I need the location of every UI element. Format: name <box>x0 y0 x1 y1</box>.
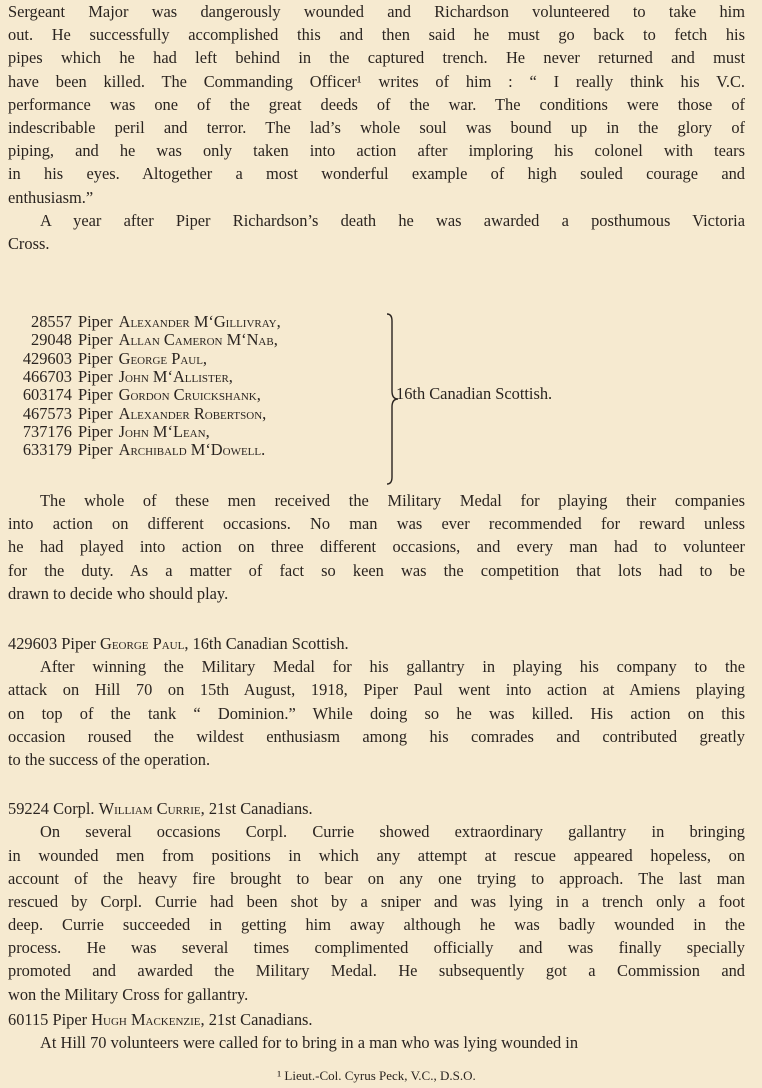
service-number: 429603 <box>22 348 72 368</box>
service-number: 633179 <box>22 440 72 460</box>
medal-recipients-list <box>8 313 745 483</box>
entry-name: George Paul <box>99 634 185 653</box>
text-line: indescribable peril and terror. The lad’s whole soul was bound up in the glory of <box>8 117 745 137</box>
text-line: process. He was several times complimented officially and was finally specially <box>8 938 745 958</box>
paragraph-currie <box>8 820 745 1006</box>
entry-heading-paul <box>8 632 745 655</box>
text-line: A year after Piper Richardson’s death he was awarded a posthumous Victoria <box>40 210 745 230</box>
text-line: Cross. <box>8 233 50 253</box>
list-item <box>8 405 745 423</box>
text-line: After winning the Military Medal for his gallantry in playing his company to the <box>40 657 745 677</box>
unit-label: 16th Canadian Scottish. <box>396 384 553 404</box>
text-line: in his eyes. Altogether a most wonderful example of high souled courage and <box>8 164 745 184</box>
recipient-name: John M‘Allister, <box>118 366 233 386</box>
text-line: enthusiasm.” <box>8 187 94 207</box>
list-item <box>8 423 745 441</box>
rank: Piper <box>78 312 113 332</box>
text-line: account of the heavy fire brought to bear on any one trying to approach. The last man <box>8 868 745 888</box>
text-line: On several occasions Corpl. Currie showed extraordinary gallantry in bringing <box>40 822 745 842</box>
paragraph-mackenzie <box>8 1031 745 1054</box>
text-line: rescued by Corpl. Currie had been shot by a sniper and was lying in a trench only a foot <box>8 891 745 911</box>
text-line: promoted and awarded the Military Medal. He subsequently got a Commission and <box>8 961 745 981</box>
text-line: to the success of the operation. <box>8 749 211 769</box>
list-item <box>8 368 745 386</box>
rank: Piper <box>78 440 113 460</box>
text-line: won the Military Cross for gallantry. <box>8 984 249 1004</box>
footnote: ¹ Lieut.-Col. Cyrus Peck, V.C., D.S.O. <box>277 1068 476 1084</box>
paragraph-military-medal <box>8 489 745 605</box>
list-item <box>8 441 745 459</box>
text-line: on top of the tank “ Dominion.” While doing so he was killed. His action on this <box>8 703 745 723</box>
entry-prefix: 60115 Piper <box>8 1009 88 1029</box>
rank: Piper <box>78 348 113 368</box>
recipient-name: George Paul, <box>118 348 208 368</box>
service-number: 603174 <box>22 385 72 405</box>
text-line: occasion roused the wildest enthusiasm among his comrades and contributed greatly <box>8 726 745 746</box>
text-line: into action on different occasions. No man was ever recommended for reward unless <box>8 514 745 534</box>
entry-suffix: , 16th Canadian Scottish. <box>184 634 349 653</box>
rank: Piper <box>78 385 113 405</box>
recipient-name: Archibald M‘Dowell. <box>118 440 266 460</box>
rank: Piper <box>78 330 113 350</box>
text-line: have been killed. The Commanding Officer¹ writes of him : “ I really think his V.C. <box>8 71 745 91</box>
text-line: drawn to decide who should play. <box>8 583 229 603</box>
text-line: piping, and he was only taken into action after imploring his colonel with tears <box>8 141 745 161</box>
service-number: 28557 <box>31 312 72 332</box>
paragraph-richardson <box>8 0 745 209</box>
text-line: The whole of these men received the Military Medal for playing their companies <box>40 491 745 511</box>
service-number: 467573 <box>22 403 72 423</box>
paragraph-posthumous-vc <box>8 209 745 255</box>
entry-name: William Currie <box>98 799 201 819</box>
recipient-name: Alexander Robertson, <box>118 403 267 423</box>
recipient-name: Alexander M‘Gillivray, <box>118 312 281 332</box>
text-line: pipes which he had left behind in the captured trench. He never returned and must <box>8 48 745 68</box>
rank: Piper <box>78 366 113 386</box>
text-line: deep. Currie succeeded in getting him away although he was badly wounded in the <box>8 915 745 935</box>
service-number: 737176 <box>22 421 72 441</box>
text-line: performance was one of the great deeds of the war. The conditions were those of <box>8 94 745 114</box>
entry-heading-mackenzie <box>8 1008 745 1031</box>
rank: Piper <box>78 421 113 441</box>
entry-suffix: , 21st Canadians. <box>200 1009 313 1029</box>
list-item <box>8 331 745 349</box>
list-item <box>8 386 745 404</box>
entry-prefix: 429603 Piper <box>8 634 96 653</box>
entry-suffix: , 21st Canadians. <box>200 799 313 819</box>
text-line: At Hill 70 volunteers were called for to bring in a man who was lying wounded in <box>40 1033 579 1052</box>
entry-heading-currie <box>8 797 745 820</box>
text-line: he had played into action on three different occasions, and every man had to volunteer <box>8 537 745 557</box>
text-line: attack on Hill 70 on 15th August, 1918, Piper Paul went into action at Amiens playing <box>8 680 745 700</box>
book-page <box>8 0 745 1088</box>
entry-name: Hugh Mackenzie <box>91 1009 201 1029</box>
service-number: 466703 <box>22 366 72 386</box>
paragraph-paul <box>8 655 745 771</box>
list-item <box>8 350 745 368</box>
recipient-name: Allan Cameron M‘Nab, <box>118 330 278 350</box>
text-line: Sergeant Major was dangerously wounded and Richardson volunteered to take him <box>8 2 745 21</box>
service-number: 29048 <box>31 330 72 350</box>
list-item <box>8 313 745 331</box>
text-line: for the duty. As a matter of fact so keen was the competition that lots had to be <box>8 560 745 580</box>
recipient-name: Gordon Cruickshank, <box>118 385 261 405</box>
text-line: out. He successfully accomplished this and then said he must go back to fetch his <box>8 25 745 45</box>
rank: Piper <box>78 403 113 423</box>
text-line: in wounded men from positions in which any attempt at rescue appeared hopeless, on <box>8 845 745 865</box>
recipient-name: John M‘Lean, <box>118 421 210 441</box>
entry-prefix: 59224 Corpl. <box>8 799 95 819</box>
